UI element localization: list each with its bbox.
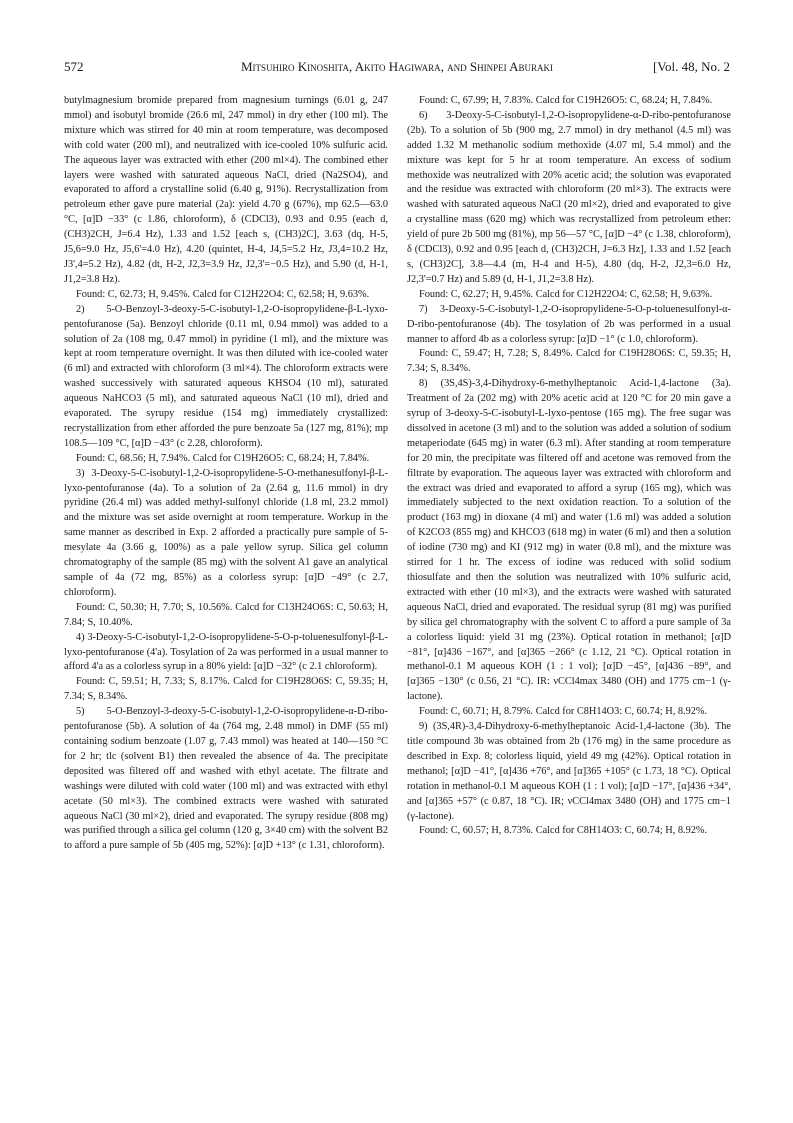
paragraph: 9) (3S,4R)-3,4-Dihydroxy-6-methylheptanoic Acid-1,4-lactone (3b). The title compound 3b was obtained from 2b (176 mg) in the same procedure as described in Exp. 8; colorless liquid, yield 49 mg (42%). Optical rotation in methanol; [α]D −41°, [α]436 +76°, and [α]365 +105° (c 1.73, 18 °C). Optical rotation in methanol-0.1 M aqueous KOH (1 : 1 vol); [α]D −17°, [α]436 +34°, and [α]365 +57° (c 0.87, 18 °C). IR; νCCl4max 3480 (OH) and 1775 cm−1 (γ-lactone). [407, 721, 731, 822]
paragraph: 8) (3S,4S)-3,4-Dihydroxy-6-methylheptanoic Acid-1,4-lactone (3a). Treatment of 2a (202 mg) with 20% acetic acid at 120 °C for 20 min gave a syrup of 3-deoxy-5-C-isobutyl-L-lyxo-pentose (165 mg). The free sugar was dissolved in acetone (3 ml) and to the solution was added a solution of sodium metaperiodate (645 mg) in water (6.3 ml). After standing at room temperature for 20 min, the precipitate was filtered off and acetone was removed from the filtrate by evaporation. The aqueous layer was extracted with chloroform and the extract was dried and evaporated to afford a syrup (165 mg), which was immediately subjected to the next oxidation reaction. To a solution of the product (163 mg) in dioxane (4 ml) and water (1.6 ml) was added a solution of K2CO3 (855 mg) and KHCO3 (618 mg) in water (6 ml) and then a solution of iodine (730 mg) and KI (912 mg) in water (0.8 ml), and the mixture was stirred for 1 hr. The excess of iodine was reduced with solid sodium thiosulfate and then the solution was neutralized with 10% sulfuric acid, extracted with ether (10 ml×3), and the extracts were washed with saturated aqueous NaCl, dried and evaporated. The residual syrup (81 mg) was purified by silica gel chromatography with the solvent C to afford a pure sample of 3a a colorless liquid: yield 31 mg (23%). Optical rotation in methanol; [α]D −81°, [α]436 −167°, and [α]365 −266° (c 1.12, 21 °C). Optical rotation in methanol-0.1 M aqueous KOH (1 : 1 vol); [α]D −45°, [α]436 −89°, and [α]365 −130° (c 0.56, 21 °C). IR: νCCl4max 3480 (OH) and 1775 cm−1 (γ-lactone). [407, 378, 731, 703]
paragraph: butylmagnesium bromide prepared from magnesium turnings (6.01 g, 247 mmol) and isobutyl bromide (26.6 ml, 247 mmol) in dry ether (100 ml). The mixture which was stirred for 40 min at room temperature, was decomposed with cold water (200 ml), and neutralized with ice-cooled 10% sulfuric acid. The aqueous layer was extracted with ether (200 ml×4). The combined ether layers were washed with saturated aqueous NaCl, dried (Na2SO4), and evaporated to afford a crystalline solid (6.40 g, 91%). Recrystallization from petroleum ether gave pure material (2a): yield 4.70 g (67%), mp 62.5—63.0 °C, [α]D −33° (c 1.86, chloroform), δ (CDCl3), 0.93 and 0.95 (each d, (CH3)2CH, J=6.4 Hz), 1.33 and 1.52 [each s, (CH3)2C], 3.63 (dq, H-5, J5,6=9.0 Hz, J5,6'=4.0 Hz), 4.20 (quintet, H-4, J4,5=5.2 Hz, J3,4=10.2 Hz, J3',4=5.2 Hz), 4.82 (dt, H-2, J2,3=3.9 Hz, J2,3'=−0.5 Hz), and 5.90 (d, H-1, J1,2=3.8 Hz). [64, 95, 388, 285]
paragraph: 5) 5-O-Benzoyl-3-deoxy-5-C-isobutyl-1,2-O-isopropylidene-α-D-ribo-pentofuranose (5b). A solution of 4a (764 mg, 2.48 mmol) in DMF (55 ml) containing sodium benzoate (1.07 g, 7.43 mmol) was heated at 140—150 °C for 2 hr; tlc (solvent B1) then revealed the absence of 4a. The precipitate deposited was filtered off and washed with ethyl acetate. The filtrate and washings were diluted with cold water (100 ml) and was extracted with ethyl acetate (50 ml×3). The combined extracts were washed with saturated aqueous NaCl (30 ml×2), dried and evaporated. The syrupy residue (808 mg) was purified through a silica gel column (120 g, 3×40 cm) with the solvent B2 to afford a pure sample of 5b (405 mg, 52%): [α]D +13° (c 1.31, chloroform). [64, 706, 388, 852]
paragraph: Found: C, 62.73; H, 9.45%. Calcd for C12H22O4: C, 62.58; H, 9.63%. [76, 288, 370, 300]
running-authors: Mitsuhiro Kinoshita, Akito Hagiwara, and Shinpei Aburaki [240, 59, 553, 74]
right-column [407, 94, 731, 839]
paragraph: Found: C, 60.71; H, 8.79%. Calcd for C8H14O3: C, 60.74; H, 8.92%. [419, 706, 708, 718]
volume-info: [Vol. 48, No. 2 [652, 59, 730, 74]
left-column [64, 94, 388, 854]
paragraph: Found: C, 59.47; H, 7.28; S, 8.49%. Calcd for C19H28O6S: C, 59.35; H, 7.34; S, 8.34%. [407, 348, 731, 375]
paragraph: 3) 3-Deoxy-5-C-isobutyl-1,2-O-isopropylidene-5-O-methanesulfonyl-β-L-lyxo-pentofuranose (4a). To a solution of 2a (2.64 g, 11.6 mmol) in dry pyridine (26.4 ml) was added methyl-sulfonyl chloride (1.8 ml, 23.2 mmol) and the mixture was set aside overnight at room temperature. Workup in the same manner as described in Exp. 2 afforded a practically pure sample of 5-mesylate 4a (3.66 g, 100%) as a pale yellow syrup. Silica gel column chromatography of the sample (85 mg) with the solvent A1 gave an analytical sample of 4a (72 mg, 85%) as a colorless syrup: [α]D −49° (c 2.7, chloroform). [64, 467, 388, 598]
paragraph: 6) 3-Deoxy-5-C-isobutyl-1,2-O-isopropylidene-α-D-ribo-pentofuranose (2b). To a solution of 5b (900 mg, 2.7 mmol) in dry methanol (4.5 ml) was added 1.32 M methanolic sodium methoxide (4.07 ml, 5.4 mmol) and the mixture was kept for 5 hr at room temperature. An excess of sodium methoxide was neutralized with 20% acetic acid; the solution was evaporated and the residue was extracted with chloroform (20 ml×3). The extracts were washed with saturated aqueous NaCl (20 ml×2), dried and evaporated to give a crystalline mass (620 mg) which was recrystallized from petroleum ether: yield of pure 2b 500 mg (81%), mp 56—57 °C, [α]D −4° (c 1.38, chloroform), δ (CDCl3), 0.92 and 0.95 [each d, (CH3)2CH, J=6.3 Hz], 1.33 and 1.52 [each s, (CH3)2C], 3.8—4.4 (m, H-4 and H-5), 4.80 (dq, H-2, J2,3=6.0 Hz, J2,3'=0.7 Hz) and 5.89 (d, H-1, J1,2=3.8 Hz). [407, 109, 731, 285]
page-header [64, 58, 730, 76]
paragraph: 4) 3-Deoxy-5-C-isobutyl-1,2-O-isopropylidene-5-O-p-toluenesulfonyl-β-L-lyxo-pentofuranose (4'a). Tosylation of 2a was performed in a usual manner to afford 4'a as a colorless syrup in a 80% yield: [α]D −32° (c 2.1 chloroform). [64, 631, 388, 673]
paragraph: Found: C, 62.27; H, 9.45%. Calcd for C12H22O4: C, 62.58; H, 9.63%. [419, 288, 713, 300]
paragraph: 2) 5-O-Benzoyl-3-deoxy-5-C-isobutyl-1,2-O-isopropylidene-β-L-lyxo-pentofuranose (5a). Benzoyl chloride (0.11 ml, 0.94 mmol) was added to a solution of 2a (108 mg, 0.47 mmol) in pyridine (1 ml), and the mixture was kept at room temperature overnight. It was then diluted with ice-cooled water (6 ml) and extracted with chloroform (3 ml×4). The chloroform extracts were washed successively with saturated aqueous KHSO4 (10 ml), saturated aqueous NaHCO3 (5 ml), and saturated aqueous NaCl (10 ml), dried and evaporated. The syrupy residue (154 mg) immediately crystallized: recrystallization from ether afforded the pure benzoate 5a (127 mg, 81%); mp 108.5—109 °C, [α]D −43° (c 2.28, chloroform). [64, 303, 388, 449]
paragraph: Found: C, 59.51; H, 7.33; S, 8.17%. Calcd for C19H28O6S: C, 59.35; H, 7.34; S, 8.34%. [64, 676, 388, 703]
paragraph: Found: C, 68.56; H, 7.94%. Calcd for C19H26O5: C, 68.24; H, 7.84%. [76, 452, 370, 464]
paragraph: 7) 3-Deoxy-5-C-isobutyl-1,2-O-isopropylidene-5-O-p-toluenesulfonyl-α-D-ribo-pentofuranose (4b). The tosylation of 2b was performed in a usual manner to afford 4b as a colorless syrup: [α]D −1° (c 1.0, chloroform). [407, 303, 731, 345]
paragraph: Found: C, 60.57; H, 8.73%. Calcd for C8H14O3: C, 60.74; H, 8.92%. [419, 825, 708, 837]
paragraph: Found: C, 50.30; H, 7.70; S, 10.56%. Calcd for C13H24O6S: C, 50.63; H, 7.84; S, 10.40%. [64, 601, 388, 628]
page-number: 572 [64, 59, 84, 74]
paragraph: Found: C, 67.99; H, 7.83%. Calcd for C19H26O5: C, 68.24; H, 7.84%. [419, 95, 713, 106]
